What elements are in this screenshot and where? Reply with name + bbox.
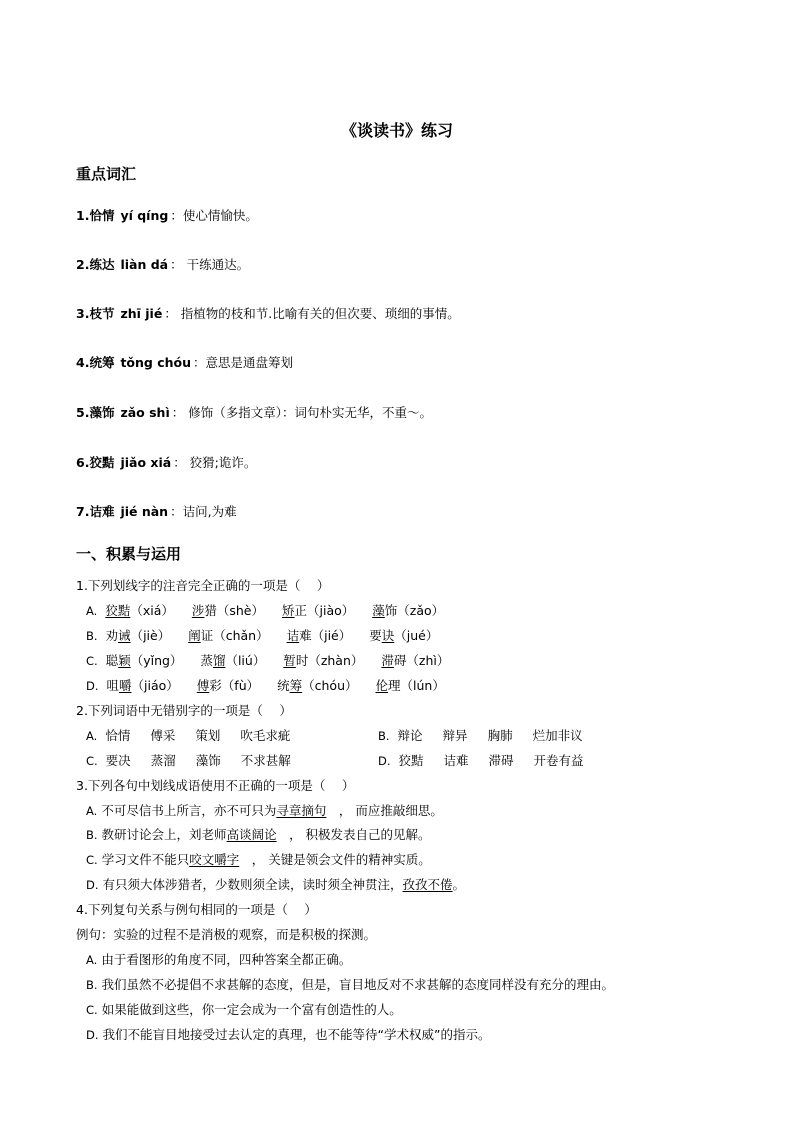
vocab-heading: 重点词汇	[76, 165, 137, 183]
option-label: D.	[86, 679, 99, 693]
question-4-option-a[interactable]: A. 由于看图形的角度不同，四种答案全都正确。	[86, 952, 352, 967]
vocab-word: 3.枝节	[76, 306, 115, 321]
vocab-definition: ： 狡猾;诡诈。	[173, 455, 257, 470]
vocab-item	[76, 304, 460, 322]
underlined-char: 藻	[372, 603, 385, 618]
question-2-option-a[interactable]: A. 恰情 傅采 策划 吹毛求疵	[86, 728, 291, 743]
option-label: D.	[86, 1028, 99, 1042]
question-3-option-a[interactable]: A. 不可尽信书上所言，亦不可只为寻章摘句 ， 而应推敲细思。	[86, 803, 443, 818]
underlined-idiom: 咬文嚼字	[189, 852, 240, 867]
underlined-char: 矫	[281, 603, 295, 618]
question-1-stem: 1.下列划线字的注音完全正确的一项是（ ）	[76, 578, 330, 593]
question-2-option-c[interactable]: C. 要决 蒸溜 藻饰 不求甚解	[86, 753, 291, 768]
underlined-char: 馏	[212, 653, 226, 668]
vocab-pinyin: jié nàn	[120, 504, 169, 519]
option-label: A.	[86, 804, 98, 818]
vocab-pinyin: zǎo shì	[120, 405, 170, 420]
question-2-option-d[interactable]: D. 狡黠 诘难 滞碍 开卷有益	[378, 753, 584, 768]
option-label: D.	[86, 878, 99, 892]
question-3-stem: 3.下列各句中划线成语使用不正确的一项是（ ）	[76, 778, 355, 793]
question-3-option-b[interactable]: B. 教研讨论会上，刘老师高谈阔论 ， 积极发表自己的见解。	[86, 827, 431, 842]
question-4-example: 例句：实验的过程不是消极的观察，而是积极的探测。	[76, 927, 377, 942]
vocab-word: 2.练达	[76, 257, 115, 272]
underlined-char: 诀	[381, 628, 395, 643]
question-4-option-b[interactable]: B. 我们虽然不必提倡不求甚解的态度，但是，盲目地反对不求甚解的态度同样没有充分的理由。	[86, 977, 615, 992]
underlined-char: 暂	[283, 653, 296, 668]
option-label: D.	[378, 754, 391, 768]
vocab-definition: ： 干练通达。	[170, 257, 250, 272]
option-label: C.	[86, 754, 98, 768]
question-3-option-d[interactable]: D. 有只须大体涉猎者，少数则须全读，读时须全神贯注，孜孜不倦。	[86, 877, 466, 892]
underlined-char: 滞	[381, 653, 394, 668]
vocab-definition: ：诘问,为难	[170, 504, 237, 519]
question-4-option-d[interactable]: D. 我们不能盲目地接受过去认定的真理，也不能等待“学术权威”的指示。	[86, 1027, 491, 1042]
underlined-idiom: 孜孜不倦	[402, 877, 453, 892]
underlined-char: 颖	[118, 653, 131, 668]
underlined-char: 嚼	[119, 678, 132, 693]
vocab-pinyin: yí qíng	[120, 208, 169, 223]
section-heading: 一、积累与运用	[76, 545, 182, 563]
option-label: A.	[86, 953, 98, 967]
question-1-option-a[interactable]: A. 狡黠（xiá） 涉猎（shè） 矫正（jiào） 藻饰（zǎo）	[86, 603, 445, 618]
underlined-idiom: 高谈阔论	[226, 827, 277, 842]
option-label: B.	[378, 729, 390, 743]
underlined-char: 筹	[289, 678, 303, 693]
option-label: C.	[86, 1003, 98, 1017]
vocab-definition: ： 指植物的枝和节.比喻有关的但次要、琐细的事情。	[164, 306, 460, 321]
vocab-pinyin: liàn dá	[120, 257, 169, 272]
vocab-item	[76, 353, 293, 371]
underlined-char: 狡黠	[105, 603, 131, 618]
underlined-idiom: 寻章摘句	[276, 803, 327, 818]
vocab-word: 4.统筹	[76, 355, 115, 370]
option-label: A.	[86, 729, 98, 743]
vocab-item	[76, 403, 432, 421]
underlined-char: 诘	[286, 628, 300, 643]
option-label: B.	[86, 828, 98, 842]
vocab-definition: ：意思是通盘筹划	[193, 355, 294, 370]
underlined-char: 伦	[375, 678, 389, 693]
vocab-item	[76, 206, 258, 224]
vocab-word: 1.恰情	[76, 208, 115, 223]
question-3-option-c[interactable]: C. 学习文件不能只咬文嚼字 ， 关键是领会文件的精神实质。	[86, 852, 431, 867]
vocab-pinyin: zhī jié	[120, 306, 163, 321]
vocab-item	[76, 502, 237, 520]
vocab-word: 5.藻饰	[76, 405, 115, 420]
question-1-option-b[interactable]: B. 劝诫（jiè） 阐证（chǎn） 诘难（jié） 要诀（jué）	[86, 628, 439, 643]
underlined-char: 涉	[191, 603, 205, 618]
question-1-option-c[interactable]: C. 聪颖（yǐng） 蒸馏（liú） 暂时（zhàn） 滞碍（zhì）	[86, 653, 450, 668]
question-4-option-c[interactable]: C. 如果能做到这些，你一定会成为一个富有创造性的人。	[86, 1002, 402, 1017]
question-4-stem: 4.下列复句关系与例句相同的一项是（ ）	[76, 902, 317, 917]
page-title: 《谈读书》练习	[340, 121, 453, 140]
question-1-option-d[interactable]: D. 咀嚼（jiáo） 傅彩（fù） 统筹（chóu） 伦理（lún）	[86, 678, 445, 693]
underlined-char: 阐	[188, 628, 201, 643]
option-label: A.	[86, 604, 98, 618]
vocab-pinyin: tǒng chóu	[120, 355, 192, 370]
vocab-item	[76, 453, 256, 471]
vocab-word: 7.诘难	[76, 504, 115, 519]
option-label: C.	[86, 853, 98, 867]
vocab-definition: ：使心情愉快。	[170, 208, 258, 223]
question-2-stem: 2.下列词语中无错别字的一项是（ ）	[76, 703, 292, 718]
vocab-item	[76, 255, 249, 273]
vocab-pinyin: jiǎo xiá	[120, 455, 172, 470]
vocab-definition: ： 修饰（多指文章）：词句朴实无华，不重～。	[171, 405, 432, 420]
question-2-option-b[interactable]: B. 辩论 辩异 胸肺 烂加非议	[378, 728, 583, 743]
option-label: B.	[86, 978, 98, 992]
option-label: B.	[86, 629, 98, 643]
underlined-char: 傅	[196, 678, 210, 693]
underlined-char: 诫	[118, 628, 131, 643]
option-label: C.	[86, 654, 98, 668]
vocab-word: 6.狡黠	[76, 455, 115, 470]
